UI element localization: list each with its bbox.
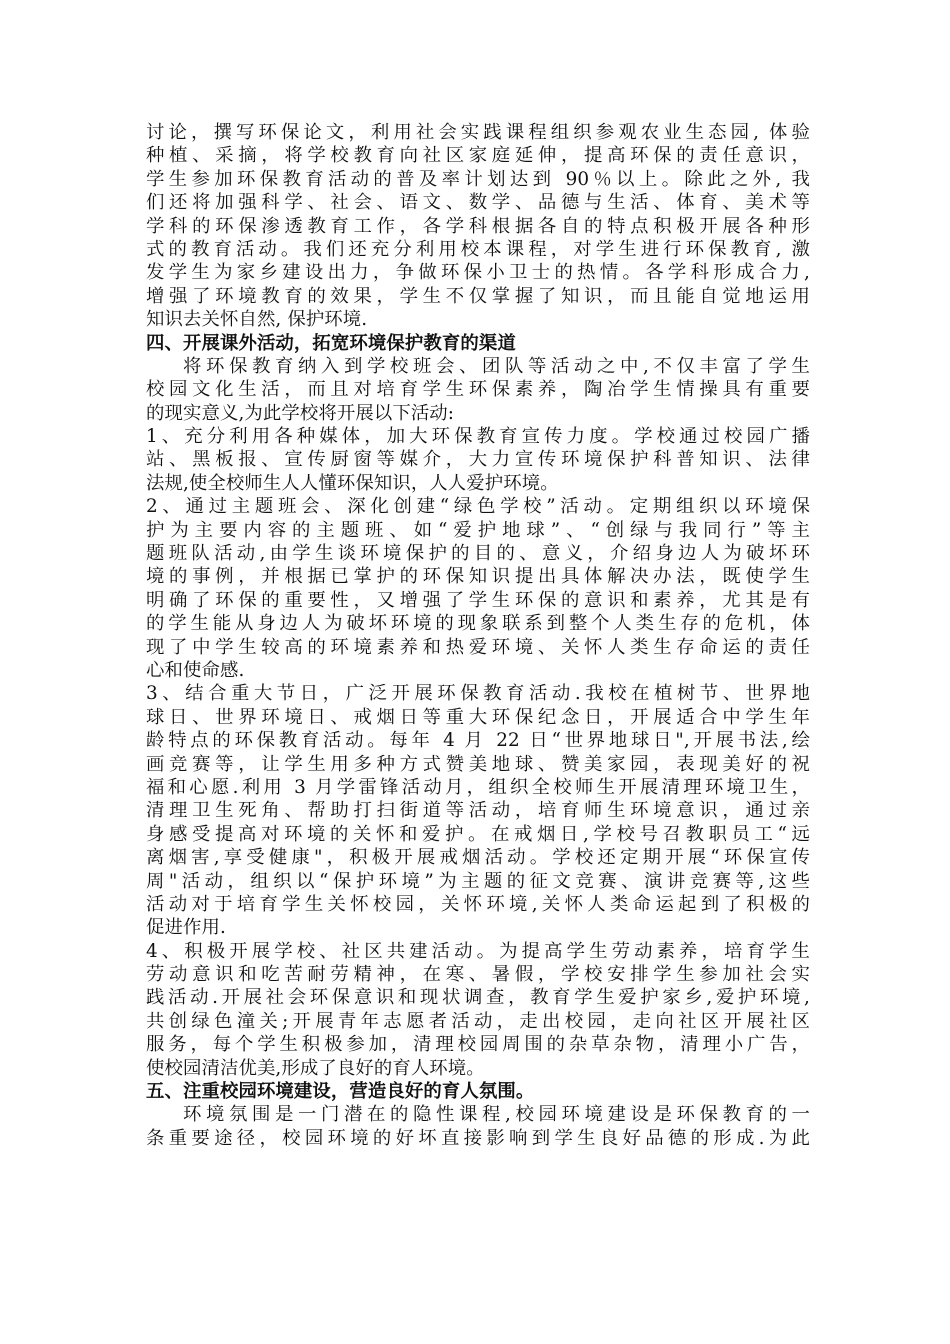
paragraph-line: 现了中学生较高的环境素养和热爱环境、关怀人类生存命运的责任 xyxy=(146,636,810,658)
paragraph-line: 条重要途径，校园环境的好坏直接影响到学生良好品德的形成.为此 xyxy=(146,1127,810,1149)
paragraph-line: 将环保教育纳入到学校班会、团队等活动之中,不仅丰富了学生 xyxy=(183,355,810,377)
paragraph-line: 身感受提高对环境的关怀和爱护。在戒烟日,学校号召教职员工“远 xyxy=(146,823,810,845)
paragraph-line: 劳动意识和吃苦耐劳精神，在寒、暑假，学校安排学生参加社会实 xyxy=(146,964,810,986)
paragraph-line: 3、结合重大节日，广泛开展环保教育活动.我校在植树节、世界地 xyxy=(146,683,810,705)
paragraph-line: 的学生能从身边人为破坏环境的现象联系到整个人类生存的危机，体 xyxy=(146,613,810,635)
paragraph-line: 们还将加强科学、社会、语文、数学、品德与生活、体育、美术等 xyxy=(146,192,810,214)
section-heading: 五、注重校园环境建设，营造良好的育人氛围。 xyxy=(146,1081,535,1103)
paragraph-line: 4、积极开展学校、社区共建活动。为提高学生劳动素养，培育学生 xyxy=(146,940,810,962)
paragraph-line: 1、充分利用各种媒体，加大环保教育宣传力度。学校通过校园广播 xyxy=(146,426,810,448)
paragraph-line: 服务，每个学生积极参加，清理校园周围的杂草杂物，清理小广告， xyxy=(146,1034,810,1056)
paragraph-line: 2、通过主题班会、深化创建“绿色学校”活动。定期组织以环境保 xyxy=(146,496,810,518)
paragraph-line: 校园文化生活，而且对培育学生环保素养，陶冶学生情操具有重要 xyxy=(146,379,810,401)
paragraph-line: 站、黑板报、宣传厨窗等媒介，大力宣传环境保护科普知识、法律 xyxy=(146,449,810,471)
paragraph-line: 境的事例，并根据已掌护的环保知识提出具体解决办法，既使学生 xyxy=(146,566,810,588)
paragraph-line: 增强了环境教育的效果，学生不仅掌握了知识，而且能自觉地运用 xyxy=(146,285,810,307)
document-body xyxy=(146,121,810,1150)
paragraph-line: 明确了环保的重要性，又增强了学生环保的意识和素养，尤其是有 xyxy=(146,589,810,611)
paragraph-line: 式的教育活动。我们还充分利用校本课程，对学生进行环保教育, 激 xyxy=(146,238,810,260)
paragraph-line: 学科的环保渗透教育工作，各学科根据各自的特点积极开展各种形 xyxy=(146,215,810,237)
paragraph-line: 龄特点的环保教育活动。每年 4 月 22 日“世界地球日",开展书法,绘 xyxy=(146,730,810,752)
paragraph-line: 球日、世界环境日、戒烟日等重大环保纪念日，开展适合中学生年 xyxy=(146,706,810,728)
paragraph-line: 清理卫生死角、帮助打扫街道等活动，培育师生环境意识，通过亲 xyxy=(146,800,810,822)
paragraph-line: 题班队活动,由学生谈环境保护的目的、意义，介绍身边人为破坏环 xyxy=(146,543,810,565)
paragraph-line: 种植、采摘，将学校教育向社区家庭延伸，提高环保的责任意识， xyxy=(146,145,810,167)
paragraph-line: 画竞赛等，让学生用多种方式赞美地球、赞美家园，表现美好的祝 xyxy=(146,753,810,775)
paragraph-line: 共创绿色潼关;开展青年志愿者活动，走出校园，走向社区开展社区 xyxy=(146,1010,810,1032)
paragraph-line: 发学生为家乡建设出力，争做环保小卫士的热情。各学科形成合力, xyxy=(146,262,810,284)
paragraph-line: 离烟害,享受健康"，积极开展戒烟活动。学校还定期开展“环保宣传 xyxy=(146,847,810,869)
paragraph-line: 讨论，撰写环保论文，利用社会实践课程组织参观农业生态园, 体验 xyxy=(146,122,810,143)
paragraph-line: 周"活动，组织以“保护环境”为主题的征文竞赛、演讲竞赛等,这些 xyxy=(146,870,810,892)
paragraph-line: 心和使命感. xyxy=(146,659,245,681)
paragraph-line: 护为主要内容的主题班、如“爱护地球”、“创绿与我同行”等主 xyxy=(146,519,810,541)
paragraph-line: 环境氛围是一门潜在的隐性课程,校园环境建设是环保教育的一 xyxy=(183,1104,810,1126)
paragraph-line: 使校园清洁优美,形成了良好的育人环境。 xyxy=(146,1057,485,1079)
section-heading: 四、开展课外活动，拓宽环境保护教育的渠道 xyxy=(146,332,516,354)
paragraph-line: 践活动.开展社会环保意识和现状调查，教育学生爱护家乡,爱护环境, xyxy=(146,987,810,1009)
paragraph-line: 促进作用. xyxy=(146,917,226,939)
paragraph-line: 福和心愿.利用 3 月学雷锋活动月，组织全校师生开展清理环境卫生， xyxy=(146,776,810,798)
paragraph-line: 活动对于培育学生关怀校园，关怀环境,关怀人类命运起到了积极的 xyxy=(146,893,810,915)
paragraph-line: 法规,使全校师生人人懂环保知识，人人爱护环境。 xyxy=(146,472,559,494)
paragraph-line: 的现实意义,为此学校将开展以下活动: xyxy=(146,402,455,424)
paragraph-line: 知识去关怀自然, 保护环境. xyxy=(146,309,368,331)
paragraph-line: 学生参加环保教育活动的普及率计划达到 90％以上。除此之外, 我 xyxy=(146,168,810,190)
